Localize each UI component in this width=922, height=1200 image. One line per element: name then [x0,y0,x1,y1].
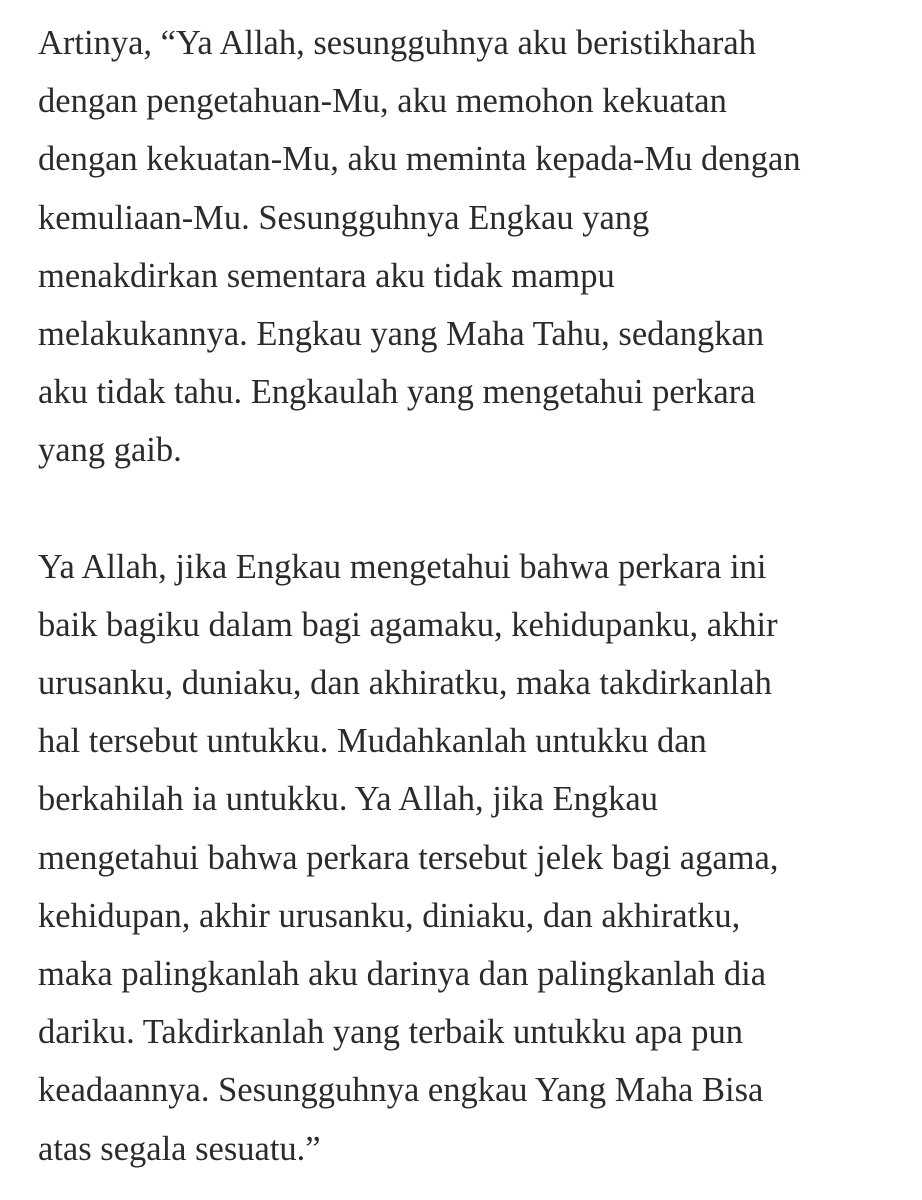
paragraph-translation-intro [38,14,892,480]
text-line: menakdirkan sementara aku tidak mampu [38,256,615,295]
paragraph-prayer [38,538,892,1178]
text-line: keadaannya. Sesungguhnya engkau Yang Maha Bisa [38,1071,764,1110]
text-line: urusanku, duniaku, dan akhiratku, maka takdirkanlah [38,664,772,703]
text-line: dengan pengetahuan-Mu, aku memohon kekuatan [38,82,727,121]
text-line: aku tidak tahu. Engkaulah yang mengetahui perkara [38,373,756,412]
text-line: Ya Allah, jika Engkau mengetahui bahwa perkara ini [38,547,767,586]
text-line: atas segala sesuatu.” [38,1129,321,1168]
text-line: hal tersebut untukku. Mudahkanlah untukku dan [38,722,707,761]
text-line: maka palingkanlah aku darinya dan palingkanlah dia [38,955,767,994]
text-line: baik bagiku dalam bagi agamaku, kehidupanku, akhir [38,605,778,644]
text-line: kehidupan, akhir urusanku, diniaku, dan akhiratku, [38,896,741,935]
text-line: kemuliaan-Mu. Sesungguhnya Engkau yang [38,198,650,237]
text-line: yang gaib. [38,431,182,470]
paragraph-spacer [38,480,892,538]
text-line: dariku. Takdirkanlah yang terbaik untukku apa pun [38,1013,743,1052]
text-line: dengan kekuatan-Mu, aku meminta kepada-Mu dengan [38,140,801,179]
text-line: Artinya, “Ya Allah, sesungguhnya aku beristikharah [38,24,756,62]
text-line: melakukannya. Engkau yang Maha Tahu, sedangkan [38,315,765,354]
text-line: mengetahui bahwa perkara tersebut jelek bagi agama, [38,838,779,877]
text-line: berkahilah ia untukku. Ya Allah, jika Engkau [38,780,658,819]
